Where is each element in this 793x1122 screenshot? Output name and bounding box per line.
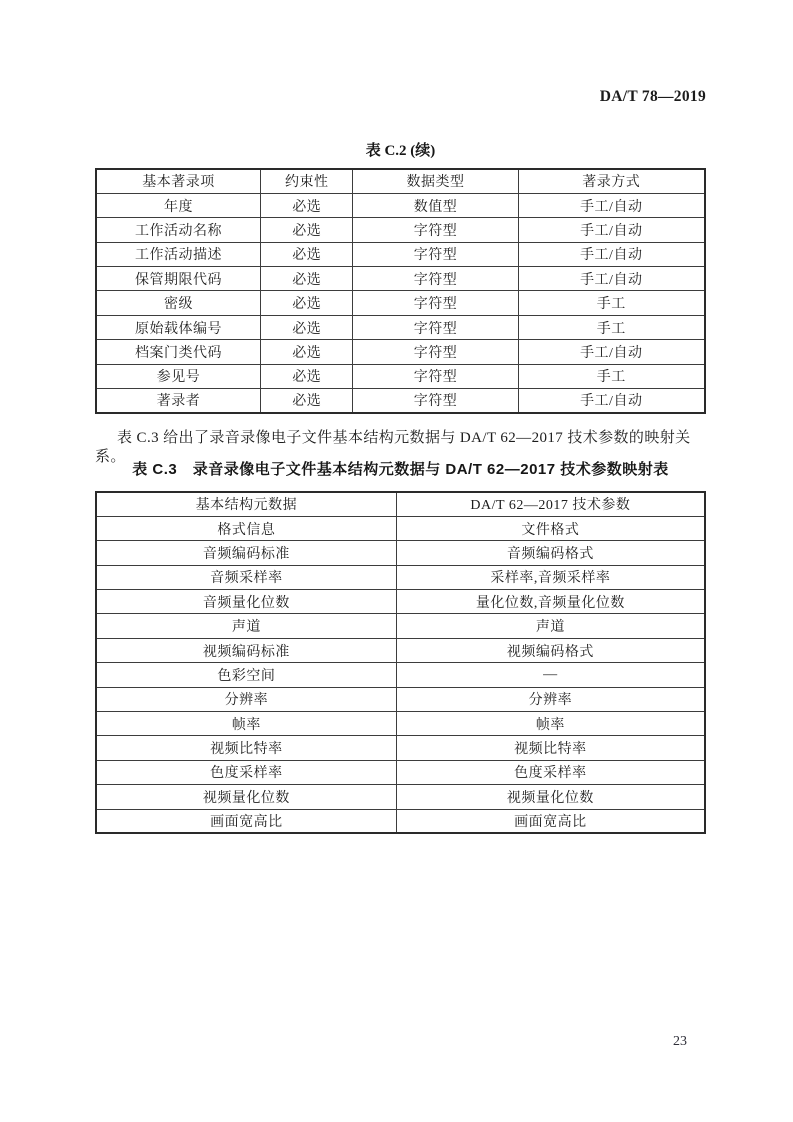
table-row [96, 541, 705, 565]
table-cell: 声道 [96, 614, 396, 638]
table-row [96, 242, 705, 266]
column-header: 著录方式 [518, 169, 705, 193]
table-cell: 必选 [260, 364, 353, 388]
table-header-row [96, 492, 705, 516]
table-cell: 档案门类代码 [96, 340, 260, 364]
table-row [96, 736, 705, 760]
table-row [96, 565, 705, 589]
table-row [96, 389, 705, 413]
table-cell: 原始载体编号 [96, 315, 260, 339]
table-cell: 保管期限代码 [96, 267, 260, 291]
table-cell: 采样率,音频采样率 [396, 565, 705, 589]
table-cell: 数值型 [353, 193, 518, 217]
table-row [96, 590, 705, 614]
table-cell: 画面宽高比 [396, 809, 705, 833]
table-cell: 著录者 [96, 389, 260, 413]
table-cell: 工作活动描述 [96, 242, 260, 266]
table-row [96, 193, 705, 217]
table-cell: 必选 [260, 218, 353, 242]
table-cell: 音频采样率 [96, 565, 396, 589]
table-cell: 字符型 [353, 267, 518, 291]
table-cell: 手工/自动 [518, 340, 705, 364]
table-cell: 手工/自动 [518, 242, 705, 266]
table-cell: 视频量化位数 [396, 785, 705, 809]
table-row [96, 663, 705, 687]
table-cell: 画面宽高比 [96, 809, 396, 833]
table-cell: 字符型 [353, 389, 518, 413]
table-cell: 工作活动名称 [96, 218, 260, 242]
column-header: 数据类型 [353, 169, 518, 193]
table-cell: 视频量化位数 [96, 785, 396, 809]
table-cell: 密级 [96, 291, 260, 315]
table-cell: 字符型 [353, 291, 518, 315]
table-c2-caption: 表 C.2 (续) [365, 143, 436, 159]
table-cell: 声道 [396, 614, 705, 638]
table-row [96, 809, 705, 833]
table-row [96, 516, 705, 540]
table-cell: 视频编码标准 [96, 638, 396, 662]
table-cell: 手工 [518, 291, 705, 315]
table-c3 [95, 491, 706, 834]
column-header: 基本结构元数据 [96, 492, 396, 516]
table-cell: 手工 [518, 364, 705, 388]
table-c2 [95, 168, 706, 414]
table-header-row [96, 169, 705, 193]
table-cell: 色度采样率 [396, 760, 705, 784]
table-row [96, 364, 705, 388]
table-row [96, 291, 705, 315]
table-cell: 量化位数,音频量化位数 [396, 590, 705, 614]
table-cell: 音频量化位数 [96, 590, 396, 614]
table-cell: 必选 [260, 340, 353, 364]
table-cell: 年度 [96, 193, 260, 217]
table-c3-caption: 表 C.3 录音录像电子文件基本结构元数据与 DA/T 62—2017 技术参数映射表 [132, 461, 669, 478]
page-number: 23 [673, 1034, 687, 1049]
table-cell: 帧率 [96, 712, 396, 736]
table-cell: 视频比特率 [396, 736, 705, 760]
table-row [96, 315, 705, 339]
table-cell: 分辨率 [396, 687, 705, 711]
column-header: DA/T 62—2017 技术参数 [396, 492, 705, 516]
table-cell: 必选 [260, 242, 353, 266]
table-cell: 必选 [260, 315, 353, 339]
intro-paragraph: 表 C.3 给出了录音录像电子文件基本结构元数据与 DA/T 62—2017 技术参数的映射关系。 [95, 430, 691, 465]
table-cell: 文件格式 [396, 516, 705, 540]
table-row [96, 712, 705, 736]
table-row [96, 638, 705, 662]
table-cell: 格式信息 [96, 516, 396, 540]
table-cell: 必选 [260, 267, 353, 291]
table-row [96, 760, 705, 784]
table-cell: 字符型 [353, 242, 518, 266]
column-header: 约束性 [260, 169, 353, 193]
table-cell: 音频编码格式 [396, 541, 705, 565]
table-cell: 手工/自动 [518, 267, 705, 291]
column-header: 基本著录项 [96, 169, 260, 193]
table-cell: 视频比特率 [96, 736, 396, 760]
table-cell: 分辨率 [96, 687, 396, 711]
table-cell: 字符型 [353, 340, 518, 364]
table-row [96, 785, 705, 809]
table-row [96, 340, 705, 364]
table-cell: 色彩空间 [96, 663, 396, 687]
table-cell: 音频编码标准 [96, 541, 396, 565]
table-cell: 字符型 [353, 364, 518, 388]
table-row [96, 267, 705, 291]
table-cell: 字符型 [353, 218, 518, 242]
table-cell: 帧率 [396, 712, 705, 736]
table-cell: — [396, 663, 705, 687]
table-cell: 必选 [260, 389, 353, 413]
table-cell: 色度采样率 [96, 760, 396, 784]
table-row [96, 218, 705, 242]
standard-code-header: DA/T 78—2019 [599, 88, 706, 105]
table-cell: 手工/自动 [518, 218, 705, 242]
table-cell: 字符型 [353, 315, 518, 339]
table-cell: 参见号 [96, 364, 260, 388]
table-row [96, 687, 705, 711]
table-cell: 必选 [260, 291, 353, 315]
table-cell: 手工/自动 [518, 389, 705, 413]
table-cell: 视频编码格式 [396, 638, 705, 662]
table-row [96, 614, 705, 638]
table-cell: 手工/自动 [518, 193, 705, 217]
table-cell: 必选 [260, 193, 353, 217]
table-cell: 手工 [518, 315, 705, 339]
